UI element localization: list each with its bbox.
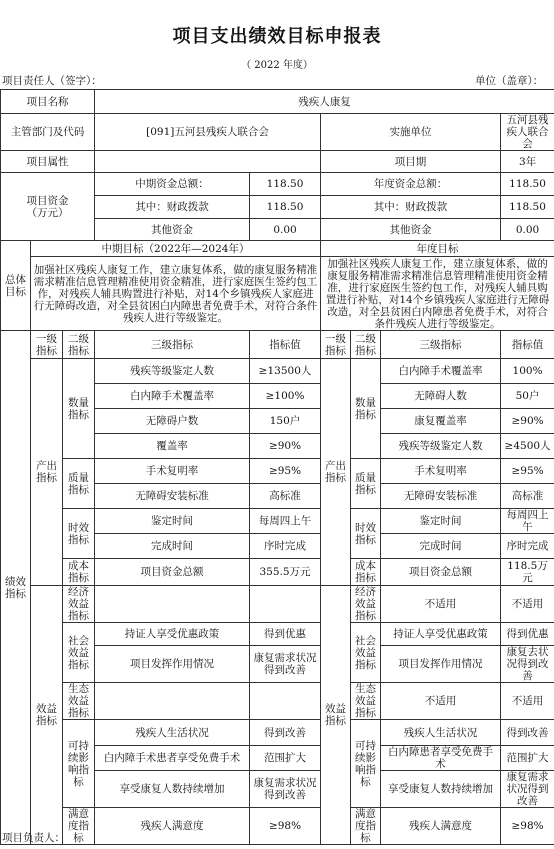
table-cell: ≥95% (501, 459, 554, 484)
table-cell: 康复需求状况得到改善 (250, 771, 321, 808)
table-cell: 白内障手术覆盖率 (95, 384, 250, 409)
mid-goal-header: 中期目标（2022年—2024年） (31, 241, 321, 257)
value-header: 指标值 (250, 331, 321, 359)
output-indicator-label: 产出指标 (31, 359, 63, 586)
year-social-benefit-label: 社会效益指标 (351, 623, 381, 683)
table-cell: ≥100% (250, 384, 321, 409)
table-cell: 持证人享受优惠政策 (381, 623, 501, 646)
table-cell: 完成时间 (95, 534, 250, 559)
table-cell: 残疾人生活状况 (95, 720, 250, 746)
year-value-header: 指标值 (501, 331, 554, 359)
year-goal-text: 加强社区残疾人康复工作，建立康复体系，做的康复服务精准需求精准信息管理精准使用资金精准，进行家庭医生签约包工作，对残疾人辅具购置进行补贴，对14个乡镇残疾人家庭进行无障碍改造，对全县贫困白内障患者免费手术，对符合条件残疾人进行等级鉴定。 (321, 257, 554, 331)
mid-goal-text: 加强社区残疾人康复工作，建立康复体系，做的康复服务精准需求精准信息管理精准使用资金精准，进行家庭医生签约包工作，对残疾人辅具购置进行补贴，对14个乡镇残疾人家庭进行无障碍改造，对全县贫困白内障患者免费手术，对符合条件残疾人进行等级鉴定。 (31, 257, 321, 331)
table-cell: 手术复明率 (381, 459, 501, 484)
table-cell: 项目发挥作用情况 (381, 646, 501, 683)
table-cell: 享受康复人数持续增加 (381, 771, 501, 808)
table-cell: 高标准 (501, 484, 554, 509)
table-cell: 得到改善 (250, 720, 321, 746)
year-total-value: 118.50 (501, 173, 554, 196)
overall-goal-label: 总体目标 (1, 241, 31, 331)
project-period-value: 3年 (501, 151, 554, 173)
table-cell: 355.5万元 (250, 559, 321, 586)
table-cell: 白内障手术患者享受免费手术 (95, 746, 250, 771)
mid-other-value: 0.00 (250, 219, 321, 241)
table-cell: 项目资金总额 (381, 559, 501, 586)
implementing-unit-value: 五河县残疾人联合会 (501, 114, 554, 151)
responsible-person-label: 项目责任人（签字）： (2, 75, 102, 87)
table-cell: ≥95% (250, 459, 321, 484)
project-attribute-value (95, 151, 321, 173)
year-total-label: 年度资金总额： (321, 173, 501, 196)
form-title: 项目支出绩效目标申报表 (172, 26, 382, 47)
table-cell: ≥13500人 (250, 359, 321, 384)
table-cell: 高标准 (250, 484, 321, 509)
table-cell: 鉴定时间 (381, 509, 501, 534)
performance-indicators-label: 绩效指标 (1, 331, 31, 845)
year-benefit-indicator-label: 效益指标 (321, 586, 351, 845)
table-cell: 不适用 (381, 683, 501, 720)
year-ecological-benefit-label: 生态效益指标 (351, 683, 381, 720)
table-cell: 每周四上午 (250, 509, 321, 534)
table-cell: 序时完成 (501, 534, 554, 559)
year-quantity-indicator-label: 数量指标 (351, 359, 381, 459)
ecological-benefit-label: 生态效益指标 (63, 683, 95, 720)
year-other-label: 其他资金 (321, 219, 501, 241)
table-cell (250, 683, 321, 720)
table-cell (95, 586, 250, 623)
satisfaction-indicator-label: 满意度指标 (63, 808, 95, 845)
level1-header: 一级指标 (31, 331, 63, 359)
table-cell: 残疾等级鉴定人数 (95, 359, 250, 384)
economic-benefit-label: 经济效益指标 (63, 586, 95, 623)
table-cell: 白内障手术覆盖率 (381, 359, 501, 384)
table-cell (95, 683, 250, 720)
performance-target-table (0, 89, 554, 845)
table-cell: 50户 (501, 384, 554, 409)
table-cell: 不适用 (501, 586, 554, 623)
implementing-unit-label: 实施单位 (321, 114, 501, 151)
year-level1-header: 一级指标 (321, 331, 351, 359)
table-cell: 无障碍安装标准 (95, 484, 250, 509)
table-cell: 100% (501, 359, 554, 384)
table-cell: 覆盖率 (95, 434, 250, 459)
table-cell: 无障碍安装标准 (381, 484, 501, 509)
table-cell: 不适用 (501, 683, 554, 720)
level3-header: 三级指标 (95, 331, 250, 359)
table-cell: 无障碍户数 (95, 409, 250, 434)
year-fiscal-value: 118.50 (501, 196, 554, 219)
table-cell: 每周四上午 (501, 509, 554, 534)
table-cell: ≥90% (501, 409, 554, 434)
table-cell: 得到优惠 (501, 623, 554, 646)
mid-fiscal-value: 118.50 (250, 196, 321, 219)
table-cell: 项目资金总额 (95, 559, 250, 586)
table-cell: 项目发挥作用情况 (95, 646, 250, 683)
table-cell: 残疾人满意度 (95, 808, 250, 845)
timeliness-indicator-label: 时效指标 (63, 509, 95, 559)
table-cell: ≥98% (250, 808, 321, 845)
social-benefit-label: 社会效益指标 (63, 623, 95, 683)
table-cell: 范围扩大 (501, 746, 554, 771)
table-cell: 序时完成 (250, 534, 321, 559)
year-quality-indicator-label: 质量指标 (351, 459, 381, 509)
table-cell: 残疾等级鉴定人数 (381, 434, 501, 459)
table-cell: 康复覆盖率 (381, 409, 501, 434)
year-timeliness-indicator-label: 时效指标 (351, 509, 381, 559)
level2-header: 二级指标 (63, 331, 95, 359)
project-name-label: 项目名称 (1, 90, 95, 114)
year-satisfaction-indicator-label: 满意度指标 (351, 808, 381, 845)
table-cell: 鉴定时间 (95, 509, 250, 534)
table-cell: ≥90% (250, 434, 321, 459)
mid-total-label: 中期资金总额： (95, 173, 250, 196)
project-leader-label: 项目负责人： (2, 832, 65, 844)
table-cell: 150户 (250, 409, 321, 434)
sustainable-impact-label: 可持续影响指标 (63, 720, 95, 808)
table-cell: 康复需求状况得到改善 (250, 646, 321, 683)
quality-indicator-label: 质量指标 (63, 459, 95, 509)
table-cell: 白内障患者享受免费手术 (381, 746, 501, 771)
table-cell: 康复需求状况得到改善 (501, 771, 554, 808)
table-cell: 得到优惠 (250, 623, 321, 646)
table-cell: 完成时间 (381, 534, 501, 559)
year-goal-header: 年度目标 (321, 241, 554, 257)
table-cell: ≥98% (501, 808, 554, 845)
department-label: 主管部门及代码 (1, 114, 95, 151)
unit-seal-label: 单位（盖章）： (475, 75, 544, 87)
year-fiscal-label: 其中：财政拨款 (321, 196, 501, 219)
year-output-indicator-label: 产出指标 (321, 359, 351, 586)
year-cost-indicator-label: 成本指标 (351, 559, 381, 586)
table-cell: 118.5万元 (501, 559, 554, 586)
project-name-value: 残疾人康复 (95, 90, 554, 114)
funds-label: 项目资金 （万元） (1, 173, 95, 241)
table-cell: 无障碍人数 (381, 384, 501, 409)
table-cell: 持证人享受优惠政策 (95, 623, 250, 646)
table-cell: 康复去状况得到改善 (501, 646, 554, 683)
project-period-label: 项目期 (321, 151, 501, 173)
mid-other-label: 其他资金 (95, 219, 250, 241)
project-attribute-label: 项目属性 (1, 151, 95, 173)
year-level2-header: 二级指标 (351, 331, 381, 359)
mid-total-value: 118.50 (250, 173, 321, 196)
table-cell: 残疾人生活状况 (381, 720, 501, 746)
mid-fiscal-label: 其中：财政拨款 (95, 196, 250, 219)
year-sustainable-impact-label: 可持续影响指标 (351, 720, 381, 808)
table-cell: 得到改善 (501, 720, 554, 746)
benefit-indicator-label: 效益指标 (31, 586, 63, 845)
table-cell: ≥4500人 (501, 434, 554, 459)
table-cell: 不适用 (381, 586, 501, 623)
table-cell (250, 586, 321, 623)
fiscal-year: （ 2022 年度） (241, 60, 313, 71)
table-cell: 享受康复人数持续增加 (95, 771, 250, 808)
department-value: [091]五河县残疾人联合会 (95, 114, 321, 151)
table-cell: 手术复明率 (95, 459, 250, 484)
year-other-value: 0.00 (501, 219, 554, 241)
cost-indicator-label: 成本指标 (63, 559, 95, 586)
year-level3-header: 三级指标 (381, 331, 501, 359)
table-cell: 残疾人满意度 (381, 808, 501, 845)
year-economic-benefit-label: 经济效益指标 (351, 586, 381, 623)
quantity-indicator-label: 数量指标 (63, 359, 95, 459)
table-cell: 范围扩大 (250, 746, 321, 771)
